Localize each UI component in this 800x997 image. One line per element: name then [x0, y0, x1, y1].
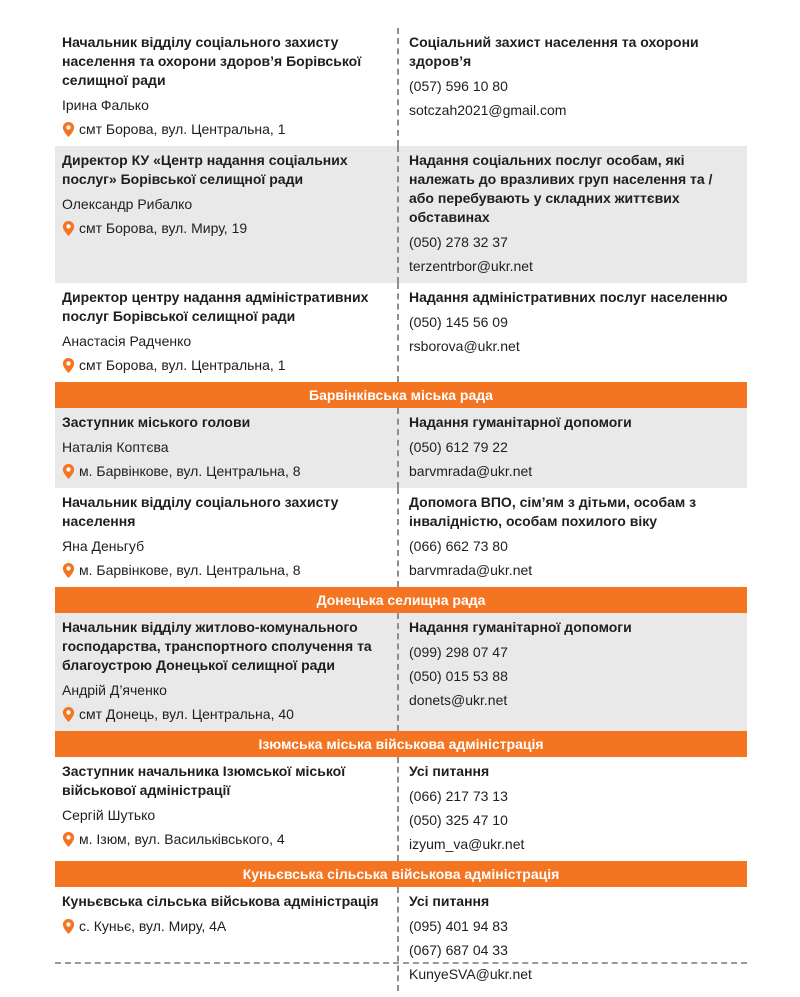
- email-link[interactable]: barvmrada@ukr.net: [409, 562, 533, 578]
- position-title: Директор центру надання адміністративних послуг Борівської селищної ради: [62, 289, 369, 324]
- service-title: Усі питання: [409, 763, 490, 779]
- email-link[interactable]: sotczah2021@gmail.com: [409, 102, 567, 118]
- service-title: Допомога ВПО, сім’ям з дітьми, особам з інвалідністю, особам похилого віку: [409, 494, 697, 529]
- entry-official: [55, 146, 389, 283]
- section-header: Ізюмська міська військова адміністрація: [55, 731, 747, 757]
- location-pin-icon: [62, 832, 75, 847]
- entry-service: [389, 613, 747, 731]
- entry-service: [389, 146, 747, 283]
- entry-official: [55, 283, 389, 382]
- contact-entry: [55, 757, 747, 861]
- address: [62, 120, 385, 139]
- address-text: м. Ізюм, вул. Васильківського, 4: [79, 831, 285, 847]
- address: [62, 917, 385, 936]
- email-link[interactable]: izyum_va@ukr.net: [409, 836, 525, 852]
- phone-number: (099) 298 07 47: [409, 644, 508, 660]
- contacts-directory: [55, 28, 747, 991]
- entry-official: [55, 408, 389, 488]
- section-header: Донецька селищна рада: [55, 587, 747, 613]
- email-link[interactable]: KunyeSVA@ukr.net: [409, 966, 532, 982]
- phone-number: (057) 596 10 80: [409, 78, 508, 94]
- location-pin-icon: [62, 464, 75, 479]
- position-title: Начальник відділу соціального захисту населення: [62, 494, 339, 529]
- email-link[interactable]: rsborova@ukr.net: [409, 338, 520, 354]
- service-title: Надання соціальних послуг особам, які належать до вразливих груп населення та / або перебувають у складних життєвих обставинах: [409, 152, 713, 225]
- contact-entry: [55, 887, 747, 991]
- phone-number: (050) 325 47 10: [409, 812, 508, 828]
- address: [62, 356, 385, 375]
- position-title: Начальник відділу соціального захисту населення та охорони здоров’я Борівської селищної ради: [62, 34, 362, 88]
- person-name: Сергій Шутько: [62, 807, 156, 823]
- address-text: м. Барвінкове, вул. Центральна, 8: [79, 463, 301, 479]
- email-link[interactable]: donets@ukr.net: [409, 692, 508, 708]
- service-title: Надання адміністративних послуг населенню: [409, 289, 728, 305]
- entry-service: [389, 488, 747, 587]
- entry-service: [389, 887, 747, 991]
- person-name: Яна Деньгуб: [62, 538, 145, 554]
- section-header: Барвінківська міська рада: [55, 382, 747, 408]
- person-name: Олександр Рибалко: [62, 196, 193, 212]
- contact-entry: [55, 146, 747, 283]
- contact-entry: [55, 408, 747, 488]
- person-name: Ірина Фалько: [62, 97, 149, 113]
- phone-number: (066) 217 73 13: [409, 788, 508, 804]
- address: [62, 705, 385, 724]
- contact-entry: [55, 488, 747, 587]
- service-title: Надання гуманітарної допомоги: [409, 619, 632, 635]
- location-pin-icon: [62, 358, 75, 373]
- address-text: смт Борова, вул. Центральна, 1: [79, 357, 286, 373]
- service-title: Усі питання: [409, 893, 490, 909]
- address-text: смт Борова, вул. Центральна, 1: [79, 121, 286, 137]
- address-text: м. Барвінкове, вул. Центральна, 8: [79, 562, 301, 578]
- contact-entry: [55, 28, 747, 146]
- position-title: Начальник відділу житлово-комунального господарства, транспортного сполучення та благоустрою Донецької селищної ради: [62, 619, 372, 673]
- contact-entry: [55, 613, 747, 731]
- phone-number: (095) 401 94 83: [409, 918, 508, 934]
- entry-service: [389, 28, 747, 146]
- phone-number: (066) 662 73 80: [409, 538, 508, 554]
- location-pin-icon: [62, 221, 75, 236]
- position-title: Заступник начальника Ізюмської міської військової адміністрації: [62, 763, 346, 798]
- phone-number: (050) 145 56 09: [409, 314, 508, 330]
- location-pin-icon: [62, 563, 75, 578]
- entry-service: [389, 283, 747, 382]
- person-name: Наталія Коптєва: [62, 439, 169, 455]
- location-pin-icon: [62, 122, 75, 137]
- address-text: с. Куньє, вул. Миру, 4А: [79, 918, 227, 934]
- entry-official: [55, 613, 389, 731]
- entry-official: [55, 887, 389, 991]
- entry-official: [55, 28, 389, 146]
- phone-number: (050) 015 53 88: [409, 668, 508, 684]
- location-pin-icon: [62, 919, 75, 934]
- position-title: Заступник міського голови: [62, 414, 251, 430]
- address: [62, 462, 385, 481]
- phone-number: (067) 687 04 33: [409, 942, 508, 958]
- entry-service: [389, 757, 747, 861]
- address-text: смт Борова, вул. Миру, 19: [79, 220, 248, 236]
- email-link[interactable]: terzentrbor@ukr.net: [409, 258, 533, 274]
- contact-entry: [55, 283, 747, 382]
- location-pin-icon: [62, 707, 75, 722]
- entry-service: [389, 408, 747, 488]
- entry-official: [55, 488, 389, 587]
- address: [62, 561, 385, 580]
- address: [62, 830, 385, 849]
- service-title: Соціальний захист населення та охорони здоров’я: [409, 34, 699, 69]
- email-link[interactable]: barvmrada@ukr.net: [409, 463, 533, 479]
- entry-official: [55, 757, 389, 861]
- position-title: Директор КУ «Центр надання соціальних послуг» Борівської селищної ради: [62, 152, 348, 187]
- phone-number: (050) 278 32 37: [409, 234, 508, 250]
- person-name: Андрій Д’яченко: [62, 682, 167, 698]
- section-header: Куньєвська сільська військова адміністрація: [55, 861, 747, 887]
- bottom-divider: [55, 962, 747, 964]
- person-name: Анастасія Радченко: [62, 333, 192, 349]
- address-text: смт Донець, вул. Центральна, 40: [79, 706, 294, 722]
- service-title: Надання гуманітарної допомоги: [409, 414, 632, 430]
- address: [62, 219, 385, 238]
- position-title: Куньєвська сільська військова адміністрація: [62, 893, 379, 909]
- phone-number: (050) 612 79 22: [409, 439, 508, 455]
